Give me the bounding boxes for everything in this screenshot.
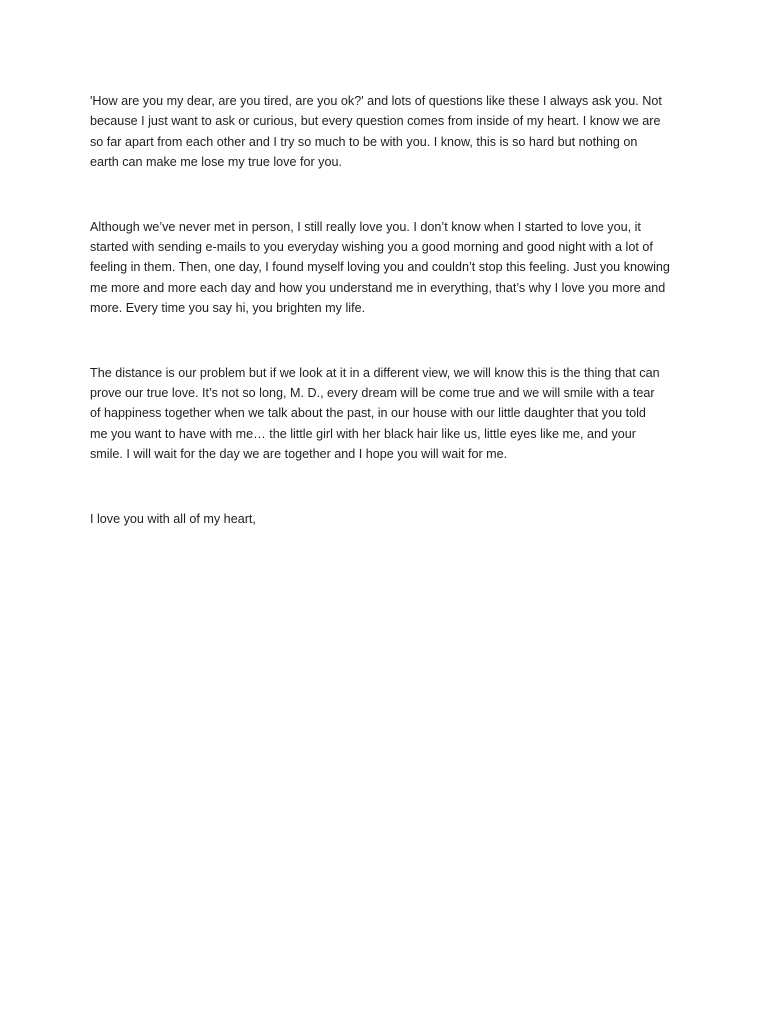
paragraph-line: feeling in them. Then, one day, I found myself loving you and couldn’t stop this feeling. Just you knowing xyxy=(90,260,670,275)
paragraph-line: smile. I will wait for the day we are together and I hope you will wait for me. xyxy=(90,446,508,461)
paragraph-line: started with sending e-mails to you everyday wishing you a good morning and good night with a lot of xyxy=(90,239,653,254)
paragraph-line: Although we’ve never met in person, I still really love you. I don’t know when I started to love you, it xyxy=(90,219,641,234)
paragraph-3 xyxy=(90,363,678,464)
paragraph-line: more. Every time you say hi, you brighten my life. xyxy=(90,300,366,315)
paragraph-line: 'How are you my dear, are you tired, are you ok?' and lots of questions like these I always ask you. Not xyxy=(90,94,662,108)
paragraph-line: of happiness together when we talk about the past, in our house with our little daughter that you told xyxy=(90,406,646,421)
paragraph-line: me you want to have with me… the little girl with her black hair like us, little eyes like me, and your xyxy=(90,426,636,441)
paragraph-line: prove our true love. It’s not so long, M. D., every dream will be come true and we will smile with a tear xyxy=(90,385,655,400)
paragraph-line: I love you with all of my heart, xyxy=(90,511,256,526)
letter-body xyxy=(90,91,678,529)
closing-line xyxy=(90,509,678,529)
paragraph-line: The distance is our problem but if we look at it in a different view, we will know this is the thing that can xyxy=(90,365,660,380)
paragraph-line: me more and more each day and how you understand me in everything, that’s why I love you more and xyxy=(90,280,666,295)
paragraph-line: earth can make me lose my true love for you. xyxy=(90,154,342,169)
paragraph-line: because I just want to ask or curious, but every question comes from inside of my heart. I know we are xyxy=(90,114,661,129)
paragraph-1 xyxy=(90,91,678,172)
paragraph-line: so far apart from each other and I try so much to be with you. I know, this is so hard but nothing on xyxy=(90,134,638,149)
paragraph-2 xyxy=(90,217,678,318)
